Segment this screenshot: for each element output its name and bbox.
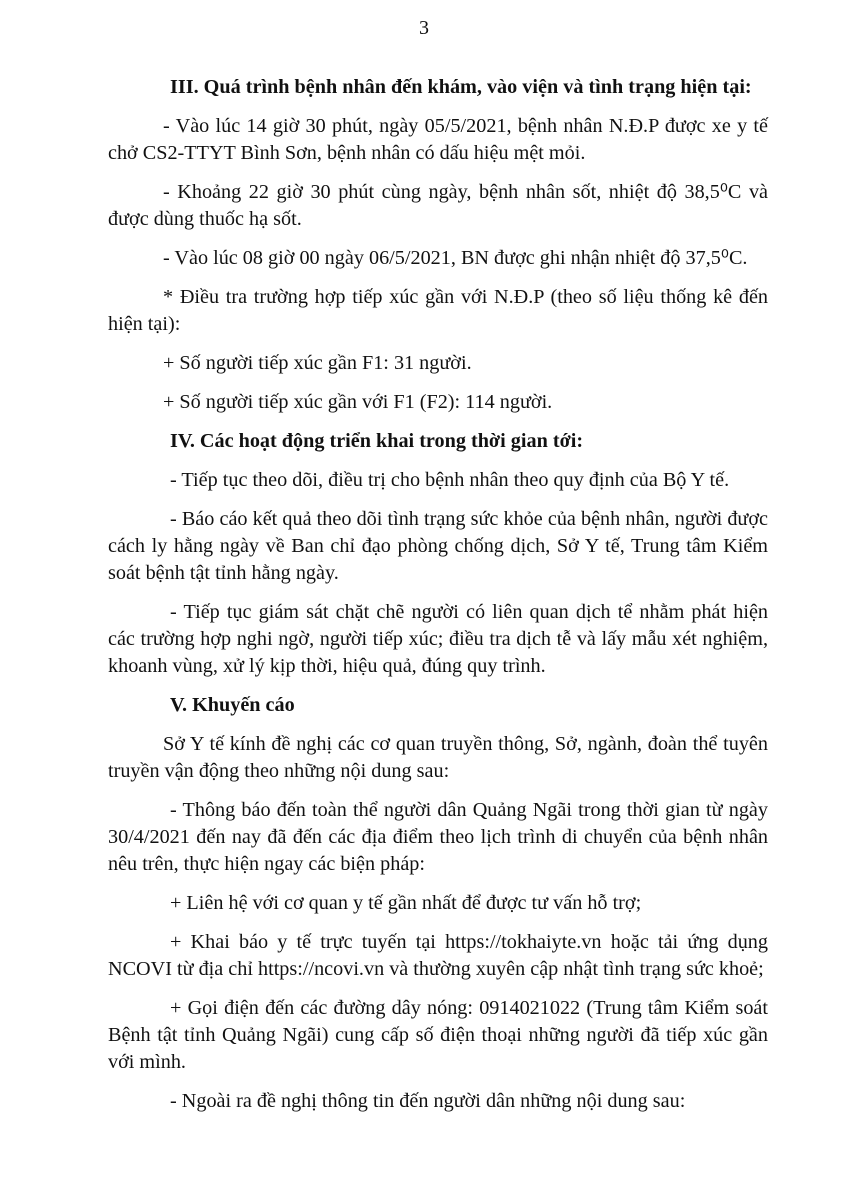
- paragraph: * Điều tra trường hợp tiếp xúc gần với N.Đ.P (theo số liệu thống kê đến hiện tại):: [108, 286, 768, 335]
- paragraph: - Ngoài ra đề nghị thông tin đến người dân những nội dung sau:: [170, 1090, 686, 1112]
- paragraph: + Số người tiếp xúc gần F1: 31 người.: [163, 352, 472, 374]
- paragraph: + Gọi điện đến các đường dây nóng: 0914021022 (Trung tâm Kiểm soát Bệnh tật tỉnh Quảng Ngãi) cung cấp số điện thoại những người đã tiếp xúc gần với mình.: [108, 997, 768, 1073]
- paragraph: - Khoảng 22 giờ 30 phút cùng ngày, bệnh nhân sốt, nhiệt độ 38,5⁰C và được dùng thuốc hạ sốt.: [108, 181, 768, 230]
- section-3-heading: III. Quá trình bệnh nhân đến khám, vào viện và tình trạng hiện tại:: [170, 76, 752, 98]
- paragraph: - Tiếp tục giám sát chặt chẽ người có liên quan dịch tể nhằm phát hiện các trường hợp nghi ngờ, người tiếp xúc; điều tra dịch tễ và lấy mẫu xét nghiệm, khoanh vùng, xử lý kịp thời, hiệu quả, đúng quy trình.: [108, 601, 768, 677]
- paragraph: - Thông báo đến toàn thể người dân Quảng Ngãi trong thời gian từ ngày 30/4/2021 đến nay đã đến các địa điểm theo lịch trình di chuyển của bệnh nhân nêu trên, thực hiện ngay các biện pháp:: [108, 799, 768, 875]
- paragraph: + Liên hệ với cơ quan y tế gần nhất để được tư vấn hỗ trợ;: [170, 892, 642, 914]
- paragraph: + Khai báo y tế trực tuyến tại https://tokhaiyte.vn hoặc tải ứng dụng NCOVI từ địa chỉ https://ncovi.vn và thường xuyên cập nhật tình trạng sức khoẻ;: [108, 931, 768, 980]
- paragraph: - Báo cáo kết quả theo dõi tình trạng sức khỏe của bệnh nhân, người được cách ly hằng ngày về Ban chỉ đạo phòng chống dịch, Sở Y tế, Trung tâm Kiểm soát bệnh tật tỉnh hằng ngày.: [108, 508, 768, 584]
- paragraph: Sở Y tế kính đề nghị các cơ quan truyền thông, Sở, ngành, đoàn thể tuyên truyền vận động theo những nội dung sau:: [108, 733, 768, 782]
- paragraph: - Vào lúc 14 giờ 30 phút, ngày 05/5/2021, bệnh nhân N.Đ.P được xe y tế chở CS2-TTYT Bình Sơn, bệnh nhân có dấu hiệu mệt mỏi.: [108, 115, 768, 164]
- section-4-heading: IV. Các hoạt động triển khai trong thời gian tới:: [170, 430, 584, 452]
- document-body: [108, 74, 768, 1127]
- page-number: 3: [419, 17, 429, 39]
- paragraph: - Tiếp tục theo dõi, điều trị cho bệnh nhân theo quy định của Bộ Y tế.: [170, 469, 730, 491]
- paragraph: + Số người tiếp xúc gần với F1 (F2): 114 người.: [163, 391, 553, 413]
- paragraph: - Vào lúc 08 giờ 00 ngày 06/5/2021, BN được ghi nhận nhiệt độ 37,5⁰C.: [163, 247, 748, 269]
- section-5-heading: V. Khuyến cáo: [170, 694, 295, 716]
